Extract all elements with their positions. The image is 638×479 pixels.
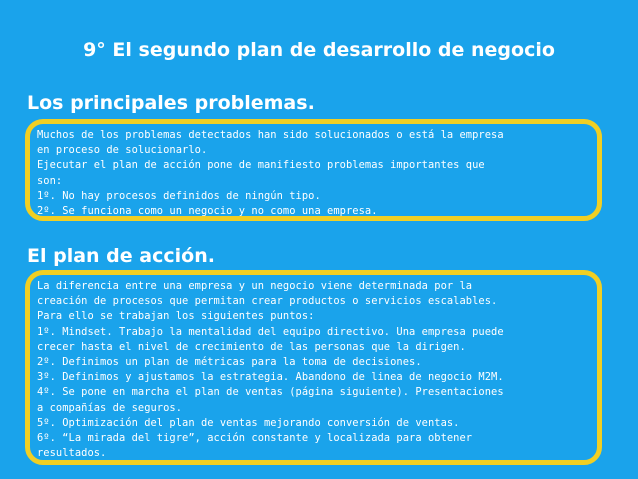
action-plan-line: 6º. “La mirada del tigre”, acción constante y localizada para obtener [37,432,473,445]
action-plan-line: 1º. Mindset. Trabajo la mentalidad del equipo directivo. Una empresa puede [37,325,504,338]
problems-line: 2º. Se funciona como un negocio y no como una empresa. [37,205,378,218]
action-plan-line: resultados. [37,447,107,460]
action-plan-line: 4º. Se pone en marcha el plan de ventas (página siguiente). Presentaciones [37,386,504,399]
problems-heading: Los principales problemas. [27,92,315,114]
action-plan-line: Para ello se trabajan los siguientes puntos: [37,310,315,323]
problems-line: Ejecutar el plan de acción pone de manifiesto problemas importantes que [37,159,485,172]
action-plan-line: 3º. Definimos y ajustamos la estrategia. Abandono de linea de negocio M2M. [37,371,504,384]
problems-line: en proceso de solucionarlo. [37,144,208,157]
action-plan-line: La diferencia entre una empresa y un negocio viene determinada por la [37,280,473,292]
slide-title: 9° El segundo plan de desarrollo de negocio [83,39,555,61]
problems-line: son: [37,174,63,187]
problems-line: 1º. No hay procesos definidos de ningún tipo. [37,189,321,202]
action-plan-line: a compañías de seguros. [37,401,183,414]
action-plan-line: 5º. Optimización del plan de ventas mejorando conversión de ventas. [37,416,460,429]
problems-line: Muchos de los problemas detectados han sido solucionados o está la empresa [37,129,504,141]
problems-box [25,119,602,221]
action-plan-line: 2º. Definimos un plan de métricas para la toma de decisiones. [37,356,422,369]
action-plan-box [25,270,602,465]
action-plan-line: crecer hasta el nivel de crecimiento de las personas que la dirigen. [37,340,466,353]
action-plan-line: creación de procesos que permitan crear productos o servicios escalables. [37,295,498,308]
action-plan-heading: El plan de acción. [27,245,215,267]
